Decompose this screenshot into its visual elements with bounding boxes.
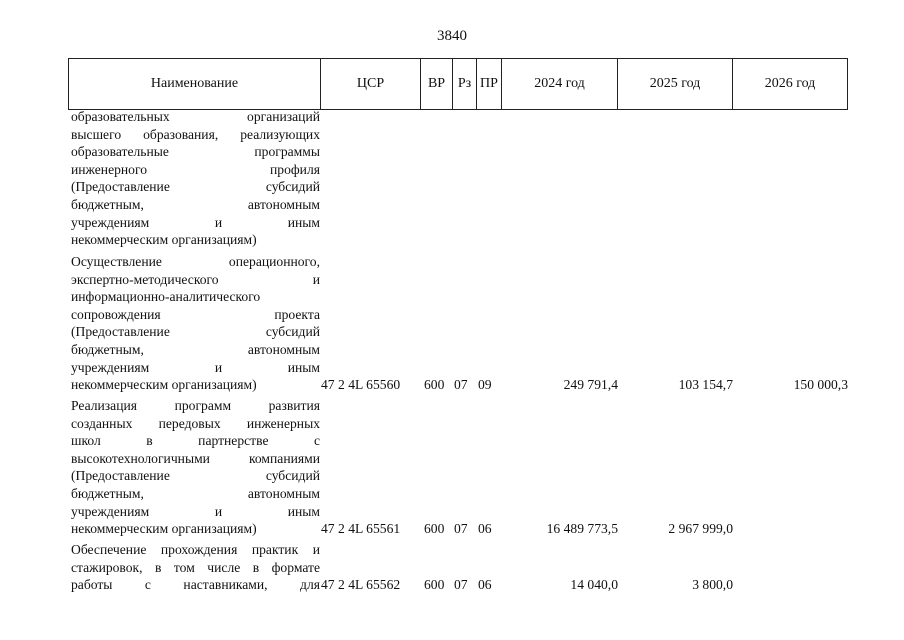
name-line: (Предоставление субсидий — [71, 324, 320, 340]
name-line: высокотехнологичными компаниями — [71, 450, 320, 466]
column-header-2024: 2024 год — [501, 59, 617, 109]
table-header — [68, 58, 848, 110]
cell-csr: 47 2 4L 65562 — [321, 577, 401, 592]
name-line: (Предоставление субсидий — [71, 468, 320, 484]
name-line: Обеспечение прохождения практик и — [71, 542, 320, 557]
cell-rz: 07 — [454, 377, 468, 392]
name-line: бюджетным, автономным — [71, 485, 320, 501]
cell-vr: 600 — [424, 521, 445, 536]
cell-2025: 2 967 999,0 — [668, 521, 733, 536]
cell-csr: 47 2 4L 65561 — [321, 521, 401, 536]
cell-2024: 14 040,0 — [570, 577, 618, 592]
cell-2024: 249 791,4 — [563, 377, 618, 392]
name-line: высшего образования, реализующих — [71, 126, 320, 142]
name-line: работы с наставниками, для — [71, 577, 320, 593]
column-header-csr: ЦСР — [320, 59, 420, 109]
page-number: 3840 — [437, 28, 467, 44]
row-name — [71, 253, 320, 394]
row-name — [71, 397, 320, 538]
name-line: некоммерческим организациям) — [71, 377, 257, 393]
column-header-name: Наименование — [68, 59, 320, 109]
name-line: некоммерческим организациям) — [71, 521, 257, 537]
name-line: Реализация программ развития — [71, 398, 320, 413]
cell-vr: 600 — [424, 377, 445, 392]
cell-rz: 07 — [454, 577, 468, 592]
name-line: некоммерческим организациям) — [71, 232, 257, 248]
cell-2025: 3 800,0 — [692, 577, 733, 592]
column-header-2025: 2025 год — [617, 59, 732, 109]
name-line: бюджетным, автономным — [71, 341, 320, 357]
cell-pr: 09 — [478, 377, 492, 392]
column-header-rz: Рз — [452, 59, 476, 109]
cell-vr: 600 — [424, 577, 445, 592]
name-line: стажировок, в том числе в формате — [71, 559, 320, 575]
name-line: учреждениям и иным — [71, 214, 320, 230]
name-line: инженерного профиля — [71, 161, 320, 177]
name-line: сопровождения проекта — [71, 306, 320, 322]
cell-pr: 06 — [478, 521, 492, 536]
cell-rz: 07 — [454, 521, 468, 536]
column-header-vr: ВР — [420, 59, 452, 109]
name-line: Осуществление операционного, — [71, 254, 320, 269]
cell-2024: 16 489 773,5 — [546, 521, 618, 536]
name-line: бюджетным, автономным — [71, 196, 320, 212]
column-header-2026: 2026 год — [732, 59, 848, 109]
name-line: экспертно-методического и — [71, 271, 320, 287]
name-line: образовательных организаций — [71, 109, 320, 124]
row-name — [71, 541, 320, 594]
column-header-pr: ПР — [476, 59, 501, 109]
name-line: учреждениям и иным — [71, 359, 320, 375]
name-line: учреждениям и иным — [71, 503, 320, 519]
name-line: информационно-аналитического — [71, 289, 261, 305]
row-name — [71, 108, 320, 249]
cell-2025: 103 154,7 — [678, 377, 733, 392]
cell-csr: 47 2 4L 65560 — [321, 377, 401, 392]
cell-pr: 06 — [478, 577, 492, 592]
name-line: образовательные программы — [71, 144, 320, 160]
name-line: (Предоставление субсидий — [71, 179, 320, 195]
cell-2026: 150 000,3 — [793, 377, 848, 392]
name-line: созданных передовых инженерных — [71, 415, 320, 431]
name-line: школ в партнерстве с — [71, 433, 320, 449]
